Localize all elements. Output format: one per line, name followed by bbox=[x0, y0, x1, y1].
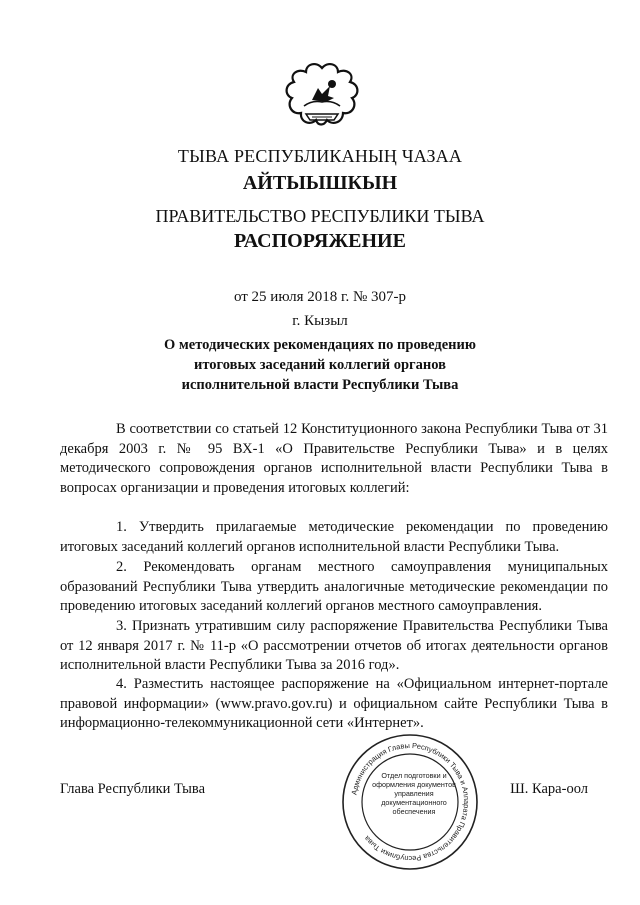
clause-4-paragraph: 4. Разместить настоящее распоряжение на «Официальном интернет-портале правовой информации» (www.pravo.gov.ru) и официальном сайте Республики Тыва в информационно-телекоммуникационной сети «Интернет». bbox=[60, 676, 608, 731]
signatory-position: Глава Республики Тыва bbox=[60, 781, 206, 797]
preamble-paragraph: В соответствии со статьей 12 Конституционного закона Республики Тыва от 31 декабря 2003 г. № 95 ВХ-1 «О Правительстве Республики Тыва» и в целях методического сопровождения органов исполнительной власти Республики Тыва в вопросах организации и проведения итоговых коллегий: bbox=[60, 421, 608, 496]
signatory-name: Ш. Кара-оол bbox=[510, 781, 588, 797]
clause-3-paragraph: 3. Признать утратившим силу распоряжение Правительства Республики Тыва от 12 января 2017 г. № 11-р «О рассмотрении отчетов об итогах деятельности органов исполнительной власти Республики Тыва за 2016 год». bbox=[60, 618, 608, 673]
header-russian-order: РАСПОРЯЖЕНИЕ bbox=[234, 230, 406, 252]
clause-1-paragraph: 1. Утвердить прилагаемые методические рекомендации по проведению итоговых заседаний коллегий органов исполнительной власти Республики Тыва. bbox=[60, 519, 608, 555]
document-date-number: от 25 июля 2018 г. № 307-р bbox=[233, 289, 407, 305]
header-tuvan-government: ТЫВА РЕСПУБЛИКАНЫҢ ЧАЗАА bbox=[177, 146, 463, 166]
coat-of-arms-emblem bbox=[282, 62, 362, 132]
seal-ring-text: Администрация Главы Республики Тыва и Аппарата Правительства Республики Тыва bbox=[349, 740, 472, 864]
document-city: г. Кызыл bbox=[292, 313, 348, 329]
header-russian-government: ПРАВИТЕЛЬСТВО РЕСПУБЛИКИ ТЫВА bbox=[155, 206, 485, 226]
clause-2-paragraph: 2. Рекомендовать органам местного самоуправления муниципальных образований Республики Тыва утвердить аналогичные методические рекомендации по проведению итоговых заседаний коллегий органов местного самоуправления. bbox=[60, 559, 608, 614]
seal-center-text: Отдел подготовки и оформления документов управления документационного обеспечения bbox=[372, 771, 456, 816]
document-title: О методических рекомендациях по проведению итоговых заседаний коллегий органов исполнительной власти Республики Тыва bbox=[164, 337, 476, 393]
header-tuvan-order: АЙТЫЫШКЫН bbox=[242, 172, 398, 194]
